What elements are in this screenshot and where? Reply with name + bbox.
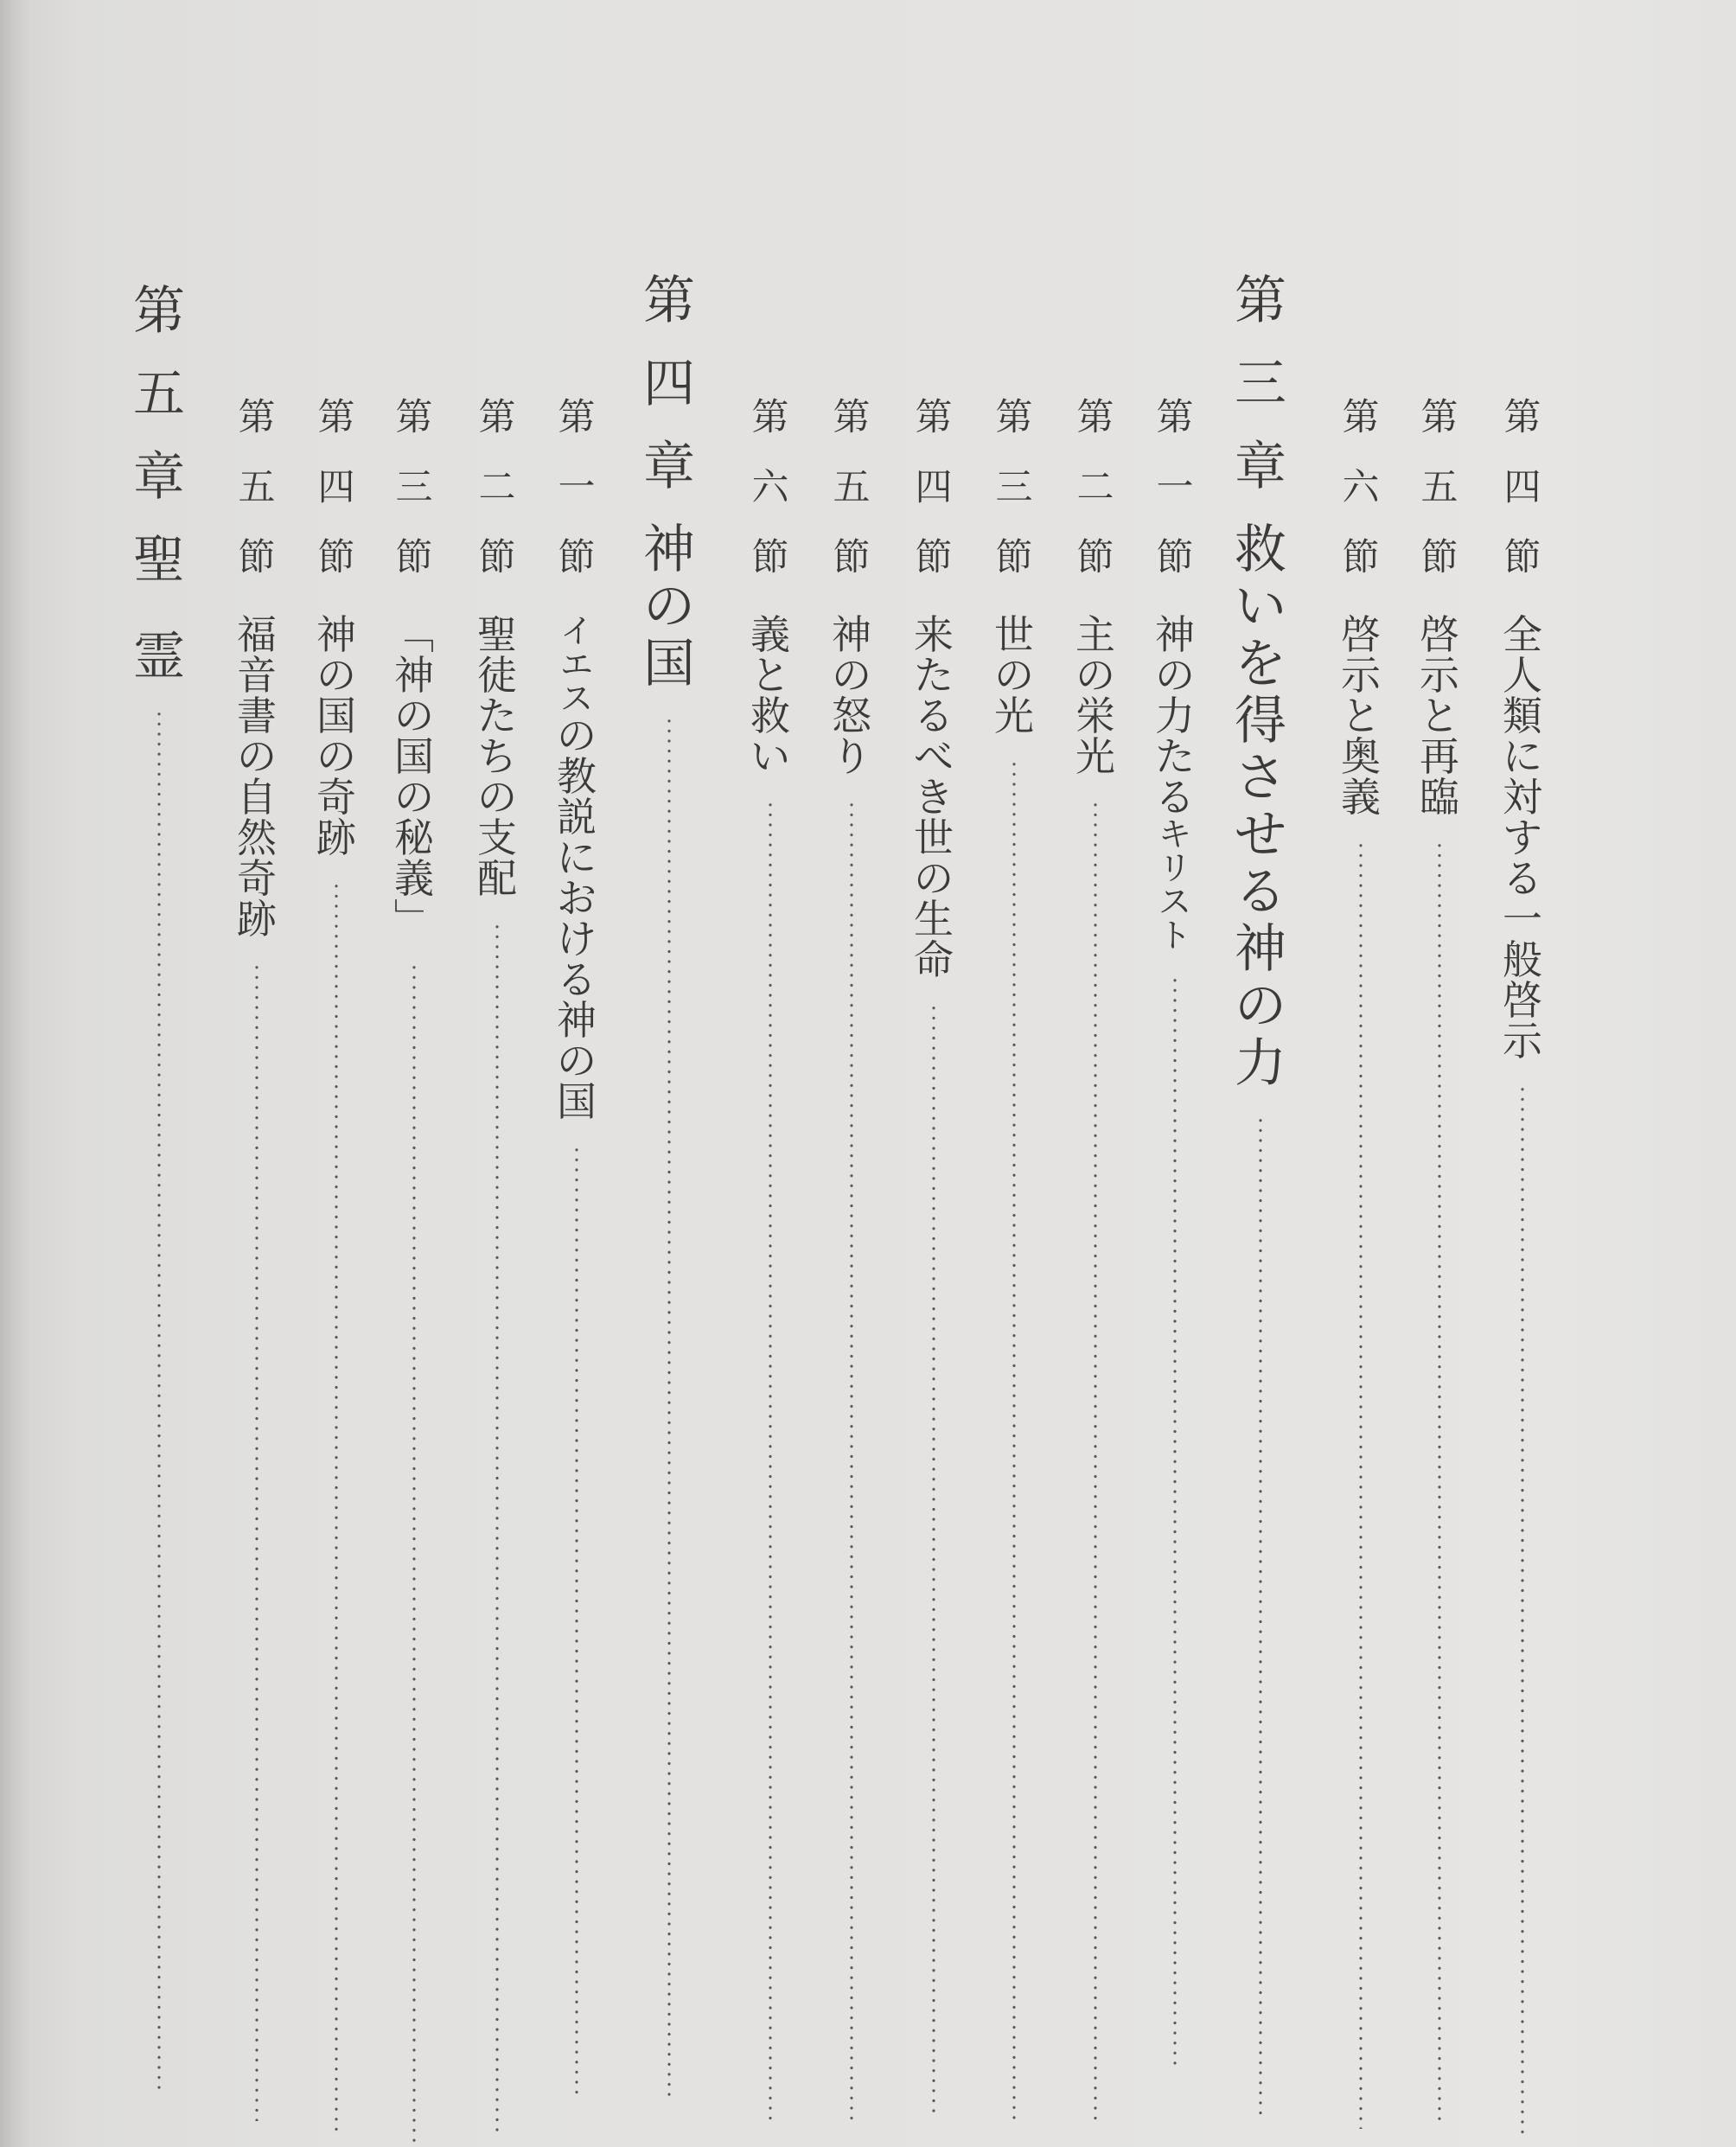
section-number: 第 三 節 [395,396,433,579]
section-number: 第 五 節 [833,396,871,579]
leader-dots [1359,840,1363,2129]
section-title: 神 の 怒 り [832,611,871,780]
leader-dots [495,922,499,2132]
leader-dots [850,800,853,2123]
section-number: 第 二 節 [1076,396,1114,579]
leader-dots [1438,840,1441,2120]
leader-dots [255,962,258,2121]
section-number: 第 一 節 [558,396,596,579]
leader-dots [1012,759,1016,2125]
chapter-number: 第 三 章 [1235,271,1286,497]
toc-entry-section[interactable] [1416,396,1463,2120]
section-title: 福 音 書 の 自 然 奇 跡 [237,611,277,943]
toc-entry-section[interactable] [474,396,520,2132]
toc-entry-section[interactable] [1499,396,1546,2139]
toc-entry-chapter[interactable] [1228,271,1293,2118]
section-number: 第 四 節 [1503,396,1541,579]
section-number: 第 四 節 [317,396,355,579]
leader-dots [575,1145,578,2096]
leader-dots [335,881,338,2135]
leader-dots [769,800,772,2123]
chapter-title: 救 い を 得 さ せ る 神 の 力 [1235,520,1286,1094]
section-title: 主 の 栄 光 [1075,611,1115,780]
leader-dots [1521,1084,1524,2139]
toc-entry-chapter[interactable] [126,281,192,2093]
chapter-number: 第 五 章 [133,281,185,508]
section-number: 第 六 節 [751,396,789,579]
section-title: ﹁ 神 の 国 の 秘 義 ﹂ [394,611,434,943]
section-title: 来 た る べ き 世 の 生 命 [914,611,954,983]
section-number: 第 五 節 [1420,396,1458,579]
section-title: 神 の 力 た る キ リ ス ト [1155,611,1195,955]
section-title: 啓 示 と 奥 義 [1341,611,1381,821]
leader-dots [932,1003,935,2118]
section-number: 第 四 節 [915,396,953,579]
section-title: 聖 徒 た ち の 支 配 [477,611,517,902]
leader-dots [1259,1115,1262,2118]
chapter-title: 聖 霊 [133,530,185,687]
toc-entry-section[interactable] [1072,396,1119,2123]
section-number: 第 三 節 [995,396,1033,579]
leader-dots [1173,975,1177,2065]
toc-entry-section[interactable] [1337,396,1384,2129]
section-title: 義 と 救 い [750,611,790,780]
section-title: 神 の 国 の 奇 跡 [316,611,356,861]
section-number: 第 二 節 [478,396,516,579]
leader-dots [412,962,416,2147]
toc-entry-section[interactable] [553,396,600,2096]
section-title: 啓 示 と 再 臨 [1420,611,1459,821]
section-title: イ エ ス の 教 説 に お け る 神 の 国 [557,612,597,1125]
toc-entry-section[interactable] [233,396,280,2121]
toc-entry-section[interactable] [1152,396,1198,2065]
chapter-number: 第 四 章 [643,271,695,497]
toc-entry-section[interactable] [910,396,957,2118]
toc-entry-section[interactable] [391,396,437,2147]
toc-entry-section[interactable] [991,396,1037,2125]
toc-entry-section[interactable] [313,396,360,2135]
section-number: 第 六 節 [1342,396,1380,579]
section-number: 第 五 節 [238,396,276,579]
leader-dots [1094,800,1097,2123]
section-title: 全 人 類 に 対 す る 一 般 啓 示 [1503,611,1542,1064]
leader-dots [667,716,671,2099]
toc-entry-chapter[interactable] [636,271,702,2099]
page-edge [0,0,29,2147]
leader-dots [157,709,161,2093]
chapter-title: 神 の 国 [643,520,695,694]
section-title: 世 の 光 [994,611,1034,739]
section-number: 第 一 節 [1156,396,1194,579]
toc-entry-section[interactable] [828,396,875,2123]
toc-entry-section[interactable] [747,396,794,2123]
